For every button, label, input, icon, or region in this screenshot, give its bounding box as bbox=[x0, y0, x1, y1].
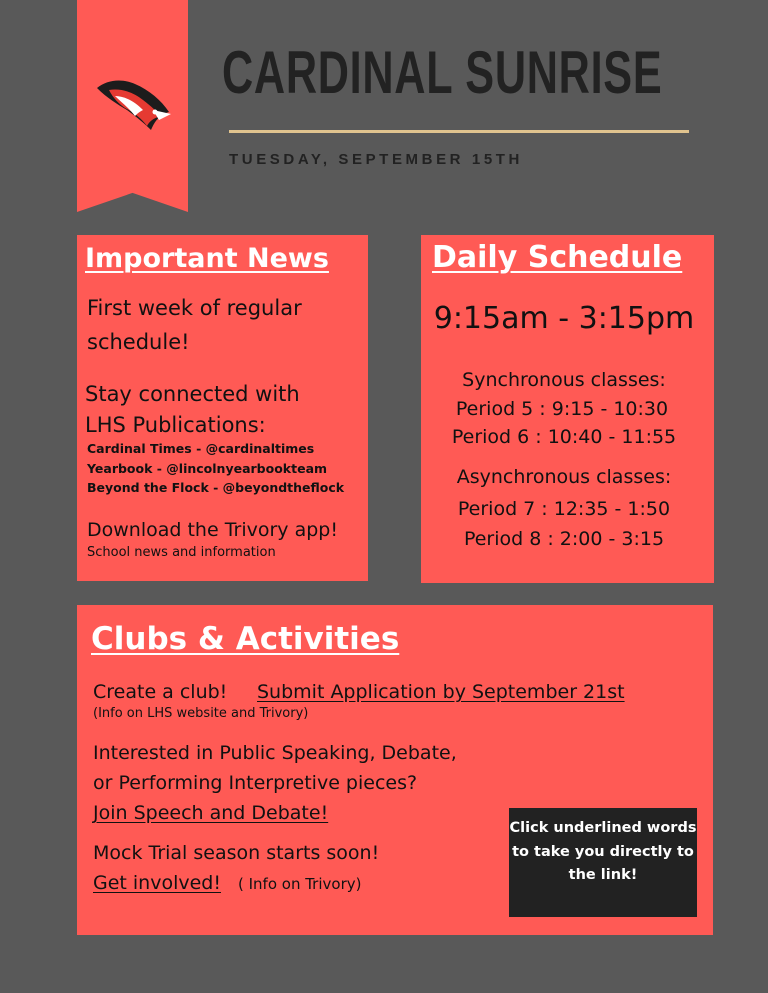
speech-debate-line2: or Performing Interpretive pieces? bbox=[93, 772, 418, 794]
publication-cardinal-times: Cardinal Times - @cardinaltimes bbox=[87, 441, 315, 456]
publication-beyond-the-flock: Beyond the Flock - @beyondtheflock bbox=[87, 480, 345, 495]
create-club-subtext: (Info on LHS website and Trivory) bbox=[93, 706, 309, 721]
issue-date: TUESDAY, SEPTEMBER 15TH bbox=[229, 151, 523, 168]
important-news-heading: Important News bbox=[85, 243, 329, 274]
link-instructions-note: Click underlined words to take you directly to the link! bbox=[509, 808, 697, 917]
daily-schedule-heading: Daily Schedule bbox=[432, 240, 683, 275]
speech-debate-line1: Interested in Public Speaking, Debate, bbox=[93, 742, 457, 764]
newsletter-title: CARDINAL SUNRISE bbox=[222, 39, 663, 106]
period-8: Period 8 : 2:00 - 3:15 bbox=[463, 528, 665, 550]
publication-yearbook: Yearbook - @lincolnyearbookteam bbox=[87, 461, 328, 476]
submit-application-link[interactable]: Submit Application by September 21st bbox=[257, 681, 625, 703]
news-stay-connected-line2: LHS Publications: bbox=[85, 413, 266, 437]
create-club-text: Create a club! bbox=[93, 681, 228, 703]
asynchronous-label: Asynchronous classes: bbox=[456, 466, 672, 488]
school-hours: 9:15am - 3:15pm bbox=[433, 301, 695, 336]
get-involved-link[interactable]: Get involved! bbox=[93, 872, 221, 894]
period-6: Period 6 : 10:40 - 11:55 bbox=[451, 426, 677, 448]
news-download-app: Download the Trivory app! bbox=[87, 519, 338, 541]
period-7: Period 7 : 12:35 - 1:50 bbox=[457, 498, 671, 520]
news-regular-schedule-line2: schedule! bbox=[87, 330, 190, 354]
join-speech-debate-link[interactable]: Join Speech and Debate! bbox=[93, 802, 329, 824]
clubs-activities-heading: Clubs & Activities bbox=[91, 621, 400, 657]
synchronous-label: Synchronous classes: bbox=[462, 369, 666, 391]
title-divider bbox=[229, 130, 689, 133]
news-regular-schedule-line1: First week of regular bbox=[87, 296, 302, 320]
news-stay-connected-line1: Stay connected with bbox=[85, 382, 300, 406]
period-5: Period 5 : 9:15 - 10:30 bbox=[455, 398, 669, 420]
mock-trial-text: Mock Trial season starts soon! bbox=[93, 842, 380, 864]
mock-trial-subtext: ( Info on Trivory) bbox=[238, 875, 362, 893]
cardinal-logo-icon bbox=[95, 76, 173, 136]
news-download-subtext: School news and information bbox=[87, 545, 276, 560]
